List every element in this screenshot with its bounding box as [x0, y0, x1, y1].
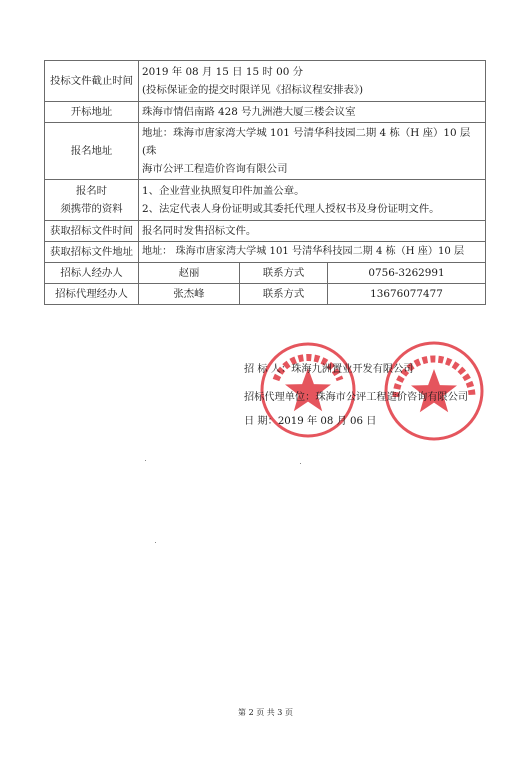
date-value: 2019 年 08 月 06 日 [277, 416, 377, 427]
materials-label [45, 180, 139, 221]
agent-phone: 13676077477 [328, 284, 486, 305]
registration-line-1: 地址：珠海市唐家湾大学城 101 号清华科技园二期 4 栋（H 座）10 层(珠 [142, 127, 471, 157]
scan-speck [155, 542, 156, 543]
deadline-value [139, 61, 486, 102]
table-row [45, 180, 486, 221]
materials-item-1: 1、企业营业执照复印件加盖公章。 [142, 185, 305, 197]
agent-contact-label: 招标代理经办人 [45, 284, 139, 305]
table-row [45, 263, 486, 284]
tenderee-label: 招 标 人： [244, 364, 292, 375]
agent-label: 招标代理单位： [244, 392, 316, 403]
date-label: 日 期： [244, 416, 278, 427]
tenderee-contact-name: 赵丽 [139, 263, 240, 284]
table-row [45, 61, 486, 102]
table-row [45, 102, 486, 123]
opening-value: 珠海市情侣南路 428 号九洲港大厦三楼会议室 [139, 102, 486, 123]
page-number: 第 2 页 共 3 页 [238, 708, 293, 717]
tenderee-phone: 0756-3262991 [328, 263, 486, 284]
obtain-addr-value: 地址： 珠海市唐家湾大学城 101 号清华科技园二期 4 栋（H 座）10 层 [139, 242, 486, 263]
materials-label-line-1: 报名时 [75, 185, 108, 197]
obtain-time-label: 获取招标文件时间 [45, 221, 139, 242]
agent-contact-name: 张杰峰 [139, 284, 240, 305]
materials-label-line-2: 须携带的资料 [60, 203, 123, 215]
table-row [45, 284, 486, 305]
materials-item-2: 2、法定代表人身份证明或其委托代理人授权书及身份证明文件。 [142, 203, 440, 215]
obtain-addr-label: 获取招标文件地址 [45, 242, 139, 263]
tenderee-phone-label: 联系方式 [240, 263, 328, 284]
deadline-label: 投标文件截止时间 [45, 61, 139, 102]
tenderee-signature-line [244, 360, 413, 375]
table-row [45, 242, 486, 263]
scan-speck [300, 463, 301, 464]
opening-label: 开标地址 [45, 102, 139, 123]
agent-name: 珠海市公评工程造价咨询有限公司 [315, 392, 469, 403]
table-row [45, 221, 486, 242]
agent-phone-label: 联系方式 [240, 284, 328, 305]
registration-line-2: 海市公评工程造价咨询有限公司 [142, 163, 288, 175]
registration-label: 报名地址 [45, 123, 139, 180]
bid-info-table [44, 60, 486, 305]
tenderee-contact-label: 招标人经办人 [45, 263, 139, 284]
deadline-note: (投标保证金的提交时限详见《招标议程安排表》) [142, 84, 364, 96]
registration-value [139, 123, 486, 180]
obtain-time-value: 报名同时发售招标文件。 [139, 221, 486, 242]
materials-value [139, 180, 486, 221]
deadline-time: 2019 年 08 月 15 日 15 时 00 分 [142, 66, 304, 78]
agent-signature-line [244, 388, 468, 403]
tenderee-name: 珠海九洲置业开发有限公司 [291, 364, 414, 375]
scan-speck [145, 460, 146, 461]
table-row [45, 123, 486, 180]
date-line [244, 412, 376, 427]
